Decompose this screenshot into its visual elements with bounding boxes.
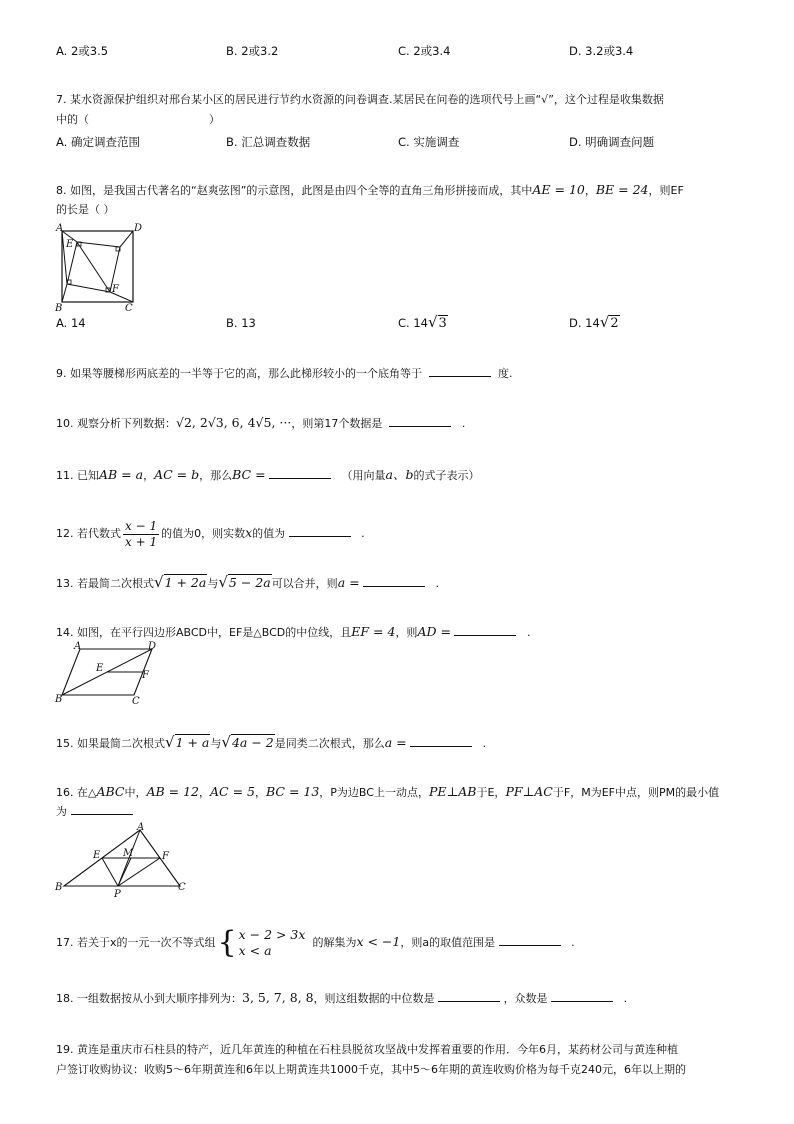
q11-stem: 11. 已知AB = a，AC = b，那么BC = （用向量a、b的式子表示） — [56, 467, 480, 482]
q14-label-d: D — [148, 641, 157, 652]
q13-answer-blank[interactable] — [363, 574, 425, 587]
q16-label-a: A — [137, 822, 145, 833]
q6-option-d: D. 3.2或3.4 — [569, 44, 634, 58]
q15-stem: 15. 如果最简二次根式√1 + a与√4a − 2是同类二次根式，那么a = . — [56, 733, 487, 751]
q7-option-a: A. 确定调查范围 — [56, 135, 140, 149]
q6-option-a: A. 2或3.5 — [56, 44, 109, 58]
q10-sequence: √2, 2√3, 6, 4√5, ··· — [176, 415, 292, 430]
q8-label-c: C — [125, 303, 133, 314]
q18-stem: 18. 一组数据按从小到大顺序排列为：3, 5, 7, 8, 8，则这组数据的中位数是 ，众数是 . — [56, 990, 628, 1005]
q8-option-b: B. 13 — [226, 316, 256, 330]
q10-answer-blank[interactable] — [389, 414, 451, 427]
q16-label-f: F — [162, 851, 169, 862]
q13-radical-1: 1 + 2a — [164, 575, 207, 590]
q15-radical-2: 4a − 2 — [231, 735, 274, 750]
q17-inequality-system: x − 2 > 3x x < a — [238, 927, 306, 958]
q7-paren-close: ） — [209, 113, 220, 126]
q8-stem-line1: 8. 如图，是我国古代著名的“赵爽弦图”的示意图，此图是由四个全等的直角三角形拼接而成，其中AE = 10，BE = 24，则EF — [56, 182, 684, 197]
q19-stem-line2: 户签订收购协议：收购5～6年期黄连和6年以上期黄连共1000千克，其中5～6年期的黄连收购价格为每千克240元，6年以上期的 — [56, 1063, 686, 1076]
q14-ef: EF = 4 — [351, 624, 396, 639]
q14-label-a: A — [74, 641, 82, 652]
q8-label-f: F — [112, 284, 119, 295]
q18-data: 3, 5, 7, 8, 8 — [242, 990, 314, 1005]
q16-answer-blank[interactable] — [71, 802, 133, 815]
q17-stem: 17. 若关于x的一元一次不等式组{ x − 2 > 3x x < a 的解集为x < −1，则a的取值范围是 . — [56, 925, 575, 960]
q7-stem-line1: 7. 某水资源保护组织对邢台某小区的居民进行节约水资源的问卷调查.某居民在问卷的选项代号上画“√”，这个过程是收集数据 — [56, 93, 664, 106]
q15-radical-1: 1 + a — [175, 735, 210, 750]
q12-stem: 12. 若代数式 $\frac{x - 1}{x + 1}$ 的值为0，则实数x的值为 . — [56, 518, 365, 549]
q8-label-b: B — [55, 303, 63, 314]
q14-label-e: E — [96, 663, 104, 674]
q8-zhao-shuang-figure — [54, 222, 144, 314]
q7-option-c: C. 实施调查 — [398, 135, 460, 149]
q13-stem: 13. 若最简二次根式√1 + 2a与√5 − 2a可以合并，则a = . — [56, 573, 440, 591]
q6-option-b: B. 2或3.2 — [226, 44, 279, 58]
q11-vector-bc: BC = — [232, 467, 266, 482]
q16-stem-line1: 16. 在△ABC中，AB = 12，AC = 5，BC = 13，P为边BC上一动点，PE⊥AB于E，PF⊥AC于F，M为EF中点，则PM的最小值 — [56, 784, 720, 799]
q7-option-b: B. 汇总调查数据 — [226, 135, 311, 149]
q10-stem: 10. 观察分析下列数据：√2, 2√3, 6, 4√5, ···，则第17个数据是 . — [56, 415, 466, 430]
q16-stem-line2: 为 — [56, 802, 746, 822]
q8-option-d: D. 14√2 — [569, 313, 619, 331]
q13-radical-2: 5 − 2a — [228, 575, 271, 590]
q14-stem: 14. 如图，在平行四边形ABCD中，EF是△BCD的中位线，且EF = 4，则AD = . — [56, 624, 531, 639]
q8-label-d: D — [134, 223, 143, 234]
q14-label-c: C — [132, 696, 140, 704]
q18-median-blank[interactable] — [438, 989, 500, 1002]
q19-stem-line1: 19. 黄连是重庆市石柱县的特产，近几年黄连的种植在石柱县脱贫攻坚战中发挥着重要的作用．今年6月，某药材公司与黄连种植 — [56, 1043, 678, 1056]
q12-answer-blank[interactable] — [289, 524, 351, 537]
q14-label-f: F — [142, 670, 149, 681]
q16-label-b: B — [55, 882, 63, 893]
q8-label-a: A — [56, 223, 64, 234]
q16-label-m: M — [123, 848, 134, 859]
q9-answer-blank[interactable] — [429, 364, 491, 377]
q15-answer-blank[interactable] — [410, 734, 472, 747]
q8-stem-line2: 的长是（ ） — [56, 203, 115, 216]
q18-mode-blank[interactable] — [551, 989, 613, 1002]
q7-stem-line2 — [56, 110, 746, 130]
q11-vector-ac: AC = b — [154, 467, 200, 482]
q17-answer-blank[interactable] — [499, 933, 561, 946]
q8-option-a: A. 14 — [56, 316, 86, 330]
q8-ae: AE = 10 — [532, 182, 585, 197]
q14-answer-blank[interactable] — [454, 623, 516, 636]
q7-option-d: D. 明确调查问题 — [569, 135, 655, 149]
q12-fraction: $\frac{x - 1}{x + 1}$ — [125, 518, 158, 549]
q8-be: BE = 24 — [595, 182, 649, 197]
q14-parallelogram-figure — [52, 640, 164, 704]
q7-paren-open: 中的（ — [56, 113, 89, 126]
q8-option-c: C. 14√3 — [398, 313, 447, 331]
q16-label-p: P — [114, 889, 121, 900]
q6-option-c: C. 2或3.4 — [398, 44, 451, 58]
q16-triangle-figure — [52, 820, 192, 900]
q16-label-c: C — [178, 882, 186, 893]
q16-label-e: E — [93, 850, 101, 861]
q8-label-e: E — [66, 239, 74, 250]
q11-answer-blank[interactable] — [269, 466, 331, 479]
q14-label-b: B — [55, 694, 63, 704]
q9-stem: 9. 如果等腰梯形两底差的一半等于它的高，那么此梯形较小的一个底角等于 度. — [56, 364, 746, 384]
q11-vector-ab: AB = a — [99, 467, 144, 482]
